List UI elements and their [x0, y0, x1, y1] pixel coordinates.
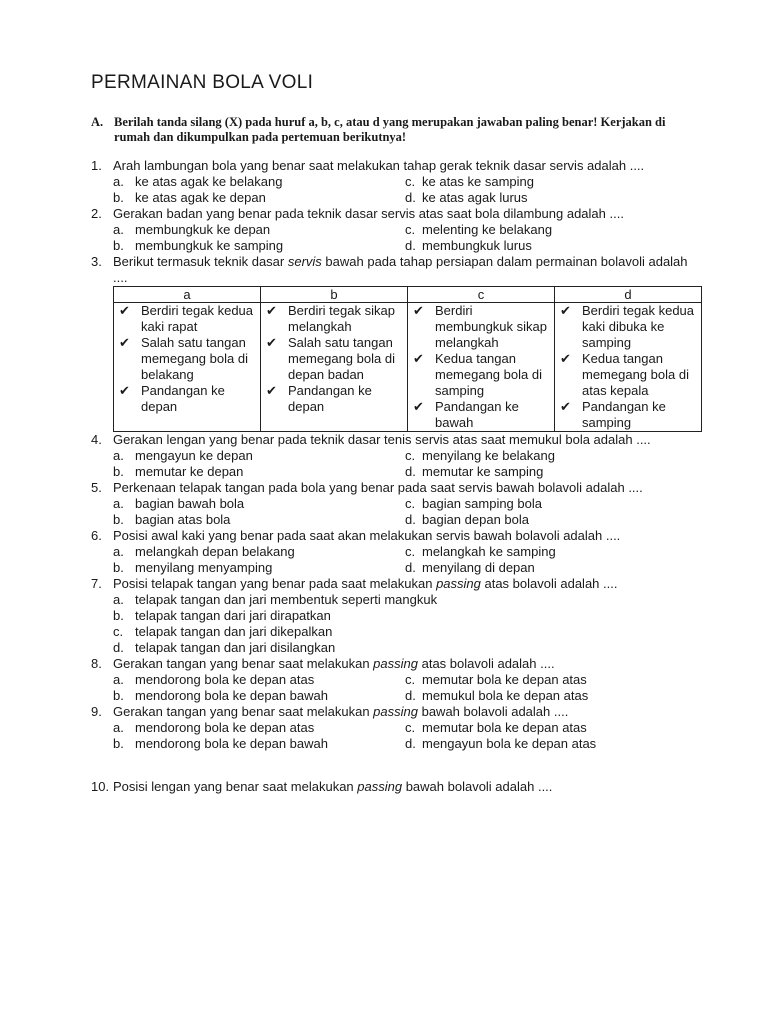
check-icon: ✔ — [266, 383, 277, 398]
question-9 — [91, 704, 691, 752]
option-b[interactable]: b. menyilang menyamping — [113, 560, 273, 575]
option-c[interactable]: c. bagian samping bola — [405, 496, 542, 511]
question-4 — [91, 432, 691, 480]
check-icon: ✔ — [413, 303, 424, 318]
option-b[interactable]: b. mendorong bola ke depan bawah — [113, 736, 328, 751]
option-d[interactable]: d. menyilang di depan — [405, 560, 535, 575]
table-cell-b[interactable]: ✔ Berdiri tegak sikap melangkah ✔ Salah satu tangan memegang bola di depan badan ✔ Pandangan ke depan — [261, 303, 408, 432]
check-icon: ✔ — [119, 335, 130, 350]
question-text: Gerakan lengan yang benar pada teknik dasar tenis servis atas saat memukul bola adalah .... — [113, 432, 651, 447]
question-8 — [91, 656, 691, 704]
question-number: 10. — [91, 779, 110, 794]
options-table — [113, 286, 702, 432]
option-c[interactable]: c. telapak tangan dan jari dikepalkan — [113, 624, 333, 639]
check-icon: ✔ — [560, 399, 571, 414]
question-2 — [91, 206, 691, 254]
option-c[interactable]: c. memutar bola ke depan atas — [405, 672, 587, 687]
option-a[interactable]: a. membungkuk ke depan — [113, 222, 271, 237]
question-text: Gerakan badan yang benar pada teknik dasar servis atas saat bola dilambung adalah .... — [113, 206, 624, 221]
option-c[interactable]: c. menyilang ke belakang — [405, 448, 555, 463]
question-text: Arah lambungan bola yang benar saat melakukan tahap gerak teknik dasar servis adalah .... — [113, 158, 645, 173]
question-3 — [91, 254, 695, 432]
check-icon: ✔ — [266, 303, 277, 318]
table-cell-c[interactable]: ✔ Berdiri membungkuk sikap melangkah ✔ Kedua tangan memegang bola di samping ✔ Pandangan ke bawah — [408, 303, 555, 432]
question-text: Gerakan tangan yang benar saat melakukan passing atas bolavoli adalah .... — [113, 656, 555, 671]
option-b[interactable]: b. telapak tangan dari jari dirapatkan — [113, 608, 331, 623]
question-number: 8. — [91, 656, 102, 671]
option-d[interactable]: d. membungkuk lurus — [405, 238, 532, 253]
question-number: 2. — [91, 206, 102, 221]
question-6 — [91, 528, 691, 576]
question-number: 3. — [91, 254, 102, 269]
option-a[interactable]: a. mendorong bola ke depan atas — [113, 720, 315, 735]
option-d[interactable]: d. telapak tangan dan jari disilangkan — [113, 640, 336, 655]
option-b[interactable]: b. ke atas agak ke depan — [113, 190, 266, 205]
spacer — [91, 752, 691, 779]
option-d[interactable]: d. bagian depan bola — [405, 512, 529, 527]
option-d[interactable]: d. memutar ke samping — [405, 464, 544, 479]
option-c[interactable]: c. ke atas ke samping — [405, 174, 535, 189]
table-header-b[interactable]: b — [261, 287, 408, 303]
option-c[interactable]: c. melangkah ke samping — [405, 544, 556, 559]
table-header-a[interactable]: a — [114, 287, 261, 303]
option-b[interactable]: b. memutar ke depan — [113, 464, 244, 479]
option-b[interactable]: b. membungkuk ke samping — [113, 238, 284, 253]
instruction-text: Berilah tanda silang (X) pada huruf a, b, c, atau d yang merupakan jawaban paling benar! Kerjakan di rumah dan dikumpulkan pada pertemuan berikutnya! — [114, 115, 666, 144]
check-icon: ✔ — [560, 351, 571, 366]
question-text: Posisi telapak tangan yang benar pada saat melakukan passing atas bolavoli adalah .... — [113, 576, 618, 591]
check-icon: ✔ — [560, 303, 571, 318]
question-text: Posisi awal kaki yang benar pada saat akan melakukan servis bawah bolavoli adalah .... — [113, 528, 621, 543]
question-text: Posisi lengan yang benar saat melakukan passing bawah bolavoli adalah .... — [113, 779, 553, 794]
question-text: Perkenaan telapak tangan pada bola yang benar pada saat servis bawah bolavoli adalah .... — [113, 480, 643, 495]
check-icon: ✔ — [413, 351, 424, 366]
question-number: 5. — [91, 480, 102, 495]
question-7 — [91, 576, 691, 656]
question-5 — [91, 480, 691, 528]
question-list — [91, 158, 695, 795]
option-b[interactable]: b. mendorong bola ke depan bawah — [113, 688, 328, 703]
table-cell-d[interactable]: ✔ Berdiri tegak kedua kaki dibuka ke samping ✔ Kedua tangan memegang bola di atas kepala ✔ Pandangan ke samping — [555, 303, 702, 432]
option-c[interactable]: c. melenting ke belakang — [405, 222, 553, 237]
check-icon: ✔ — [413, 399, 424, 414]
option-a[interactable]: a. melangkah depan belakang — [113, 544, 295, 559]
question-number: 7. — [91, 576, 102, 591]
question-1 — [91, 158, 691, 206]
page-title: PERMAINAN BOLA VOLI — [91, 72, 314, 93]
option-d[interactable]: d. ke atas agak lurus — [405, 190, 528, 205]
option-a[interactable]: a. ke atas agak ke belakang — [113, 174, 283, 189]
option-a[interactable]: a. bagian bawah bola — [113, 496, 245, 511]
question-number: 4. — [91, 432, 102, 447]
question-number: 9. — [91, 704, 102, 719]
question-10 — [91, 779, 691, 795]
option-d[interactable]: d. mengayun bola ke depan atas — [405, 736, 597, 751]
question-number: 6. — [91, 528, 102, 543]
question-text: Berikut termasuk teknik dasar servis bawah pada tahap persiapan dalam permainan bolavoli adalah .... — [113, 254, 688, 285]
check-icon: ✔ — [119, 383, 130, 398]
option-c[interactable]: c. memutar bola ke depan atas — [405, 720, 587, 735]
question-number: 1. — [91, 158, 102, 173]
option-a[interactable]: a. telapak tangan dan jari membentuk seperti mangkuk — [113, 592, 438, 607]
check-icon: ✔ — [266, 335, 277, 350]
option-b[interactable]: b. bagian atas bola — [113, 512, 231, 527]
check-icon: ✔ — [119, 303, 130, 318]
table-header-c[interactable]: c — [408, 287, 555, 303]
option-d[interactable]: d. memukul bola ke depan atas — [405, 688, 589, 703]
instruction-label: A. — [91, 115, 104, 129]
table-cell-a[interactable]: ✔ Berdiri tegak kedua kaki rapat ✔ Salah satu tangan memegang bola di belakang ✔ Pandangan ke depan — [114, 303, 261, 432]
question-text: Gerakan tangan yang benar saat melakukan passing bawah bolavoli adalah .... — [113, 704, 569, 719]
table-header-d[interactable]: d — [555, 287, 702, 303]
option-a[interactable]: a. mendorong bola ke depan atas — [113, 672, 315, 687]
option-a[interactable]: a. mengayun ke depan — [113, 448, 253, 463]
